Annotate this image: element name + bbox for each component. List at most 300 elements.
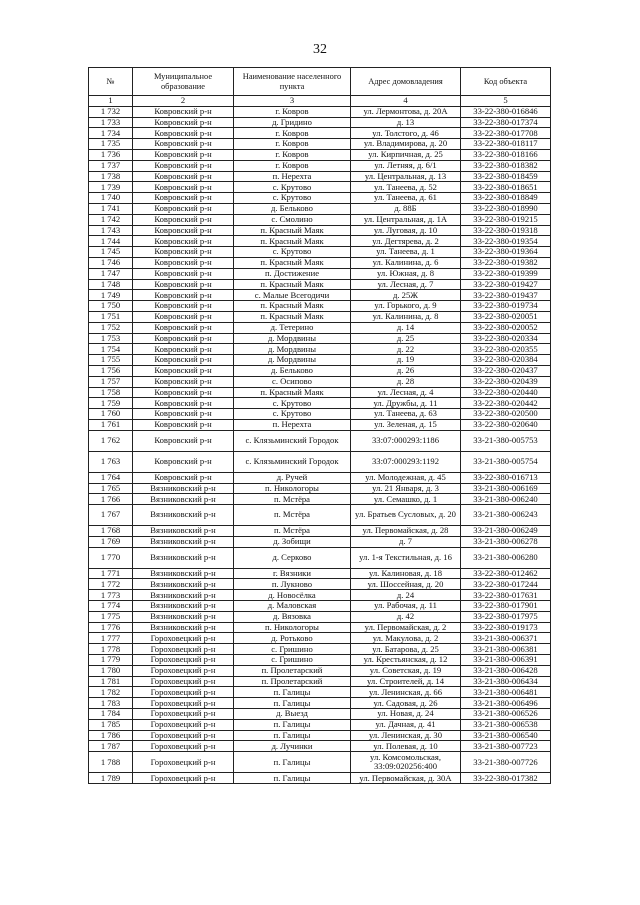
- table-row: [89, 387, 551, 398]
- settlement-cell: г. Вязники: [234, 568, 351, 579]
- address-cell: ул. Танеева, д. 1: [351, 247, 461, 258]
- table-row: [89, 279, 551, 290]
- municipality-cell: Ковровский р-н: [133, 117, 234, 128]
- settlement-cell: г. Ковров: [234, 139, 351, 150]
- settlement-cell: п. Галицы: [234, 752, 351, 773]
- table-row: [89, 579, 551, 590]
- settlement-cell: п. Никологоры: [234, 483, 351, 494]
- row-number-cell: 1 782: [89, 687, 133, 698]
- address-cell: ул. Крестьянская, д. 12: [351, 655, 461, 666]
- address-cell: ул. Молодежная, д. 45: [351, 472, 461, 483]
- address-cell: ул. Калинина, д. 8: [351, 311, 461, 322]
- object-code-cell: 33-22-380-019382: [461, 257, 551, 268]
- table-row: [89, 676, 551, 687]
- table-row: [89, 333, 551, 344]
- column-header-municipality: Муниципальное образование: [133, 68, 234, 96]
- table-row: [89, 622, 551, 633]
- address-cell: ул. Полевая, д. 10: [351, 741, 461, 752]
- object-code-cell: 33-22-380-018849: [461, 193, 551, 204]
- settlement-cell: п. Галицы: [234, 698, 351, 709]
- table-row: [89, 214, 551, 225]
- column-number: 3: [234, 96, 351, 107]
- address-cell: 33:07:000293:1186: [351, 430, 461, 451]
- object-code-cell: 33-21-380-006243: [461, 505, 551, 526]
- settlement-cell: г. Ковров: [234, 106, 351, 117]
- address-cell: ул. Летняя, д. 6/1: [351, 160, 461, 171]
- settlement-cell: п. Мстёра: [234, 505, 351, 526]
- table-row: [89, 236, 551, 247]
- address-cell: д. 24: [351, 590, 461, 601]
- table-row: [89, 698, 551, 709]
- municipality-cell: Ковровский р-н: [133, 344, 234, 355]
- address-cell: ул. Первомайская, д. 30А: [351, 773, 461, 784]
- address-cell: ул. Строителей, д. 14: [351, 676, 461, 687]
- object-code-cell: 33-22-380-017631: [461, 590, 551, 601]
- table-row: [89, 193, 551, 204]
- municipality-cell: Вязниковский р-н: [133, 579, 234, 590]
- object-code-cell: 33-22-380-020384: [461, 355, 551, 366]
- municipality-cell: Ковровский р-н: [133, 149, 234, 160]
- object-code-cell: 33-21-380-006381: [461, 644, 551, 655]
- column-number: 2: [133, 96, 234, 107]
- table-row: [89, 644, 551, 655]
- row-number-cell: 1 771: [89, 568, 133, 579]
- municipality-cell: Гороховецкий р-н: [133, 676, 234, 687]
- page-number: 32: [313, 42, 327, 57]
- municipality-cell: Вязниковский р-н: [133, 494, 234, 505]
- object-code-cell: 33-22-380-017901: [461, 601, 551, 612]
- municipality-cell: Ковровский р-н: [133, 160, 234, 171]
- address-cell: ул. Лермонтова, д. 20А: [351, 106, 461, 117]
- settlement-cell: д. Ротьково: [234, 633, 351, 644]
- row-number-cell: 1 748: [89, 279, 133, 290]
- table-row: [89, 139, 551, 150]
- address-cell: д. 7: [351, 536, 461, 547]
- settlement-cell: д. Гридино: [234, 117, 351, 128]
- address-cell: ул. Кирпичная, д. 25: [351, 149, 461, 160]
- table-row: [89, 344, 551, 355]
- object-code-cell: 33-22-380-018166: [461, 149, 551, 160]
- object-code-cell: 33-22-380-020052: [461, 322, 551, 333]
- table-row: [89, 752, 551, 773]
- municipality-cell: Вязниковский р-н: [133, 611, 234, 622]
- row-number-cell: 1 759: [89, 398, 133, 409]
- municipality-cell: Ковровский р-н: [133, 398, 234, 409]
- object-code-cell: 33-21-380-006391: [461, 655, 551, 666]
- municipality-cell: Вязниковский р-н: [133, 590, 234, 601]
- settlement-cell: с. Малые Всегодичи: [234, 290, 351, 301]
- address-cell: ул. Семашко, д. 1: [351, 494, 461, 505]
- settlement-cell: д. Серково: [234, 547, 351, 568]
- municipality-cell: Ковровский р-н: [133, 225, 234, 236]
- row-number-cell: 1 779: [89, 655, 133, 666]
- address-cell: ул. Первомайская, д. 28: [351, 526, 461, 537]
- row-number-cell: 1 760: [89, 409, 133, 420]
- address-cell: ул. Зеленая, д. 15: [351, 419, 461, 430]
- row-number-cell: 1 743: [89, 225, 133, 236]
- settlement-cell: с. Крутово: [234, 409, 351, 420]
- table-row: [89, 773, 551, 784]
- row-number-cell: 1 735: [89, 139, 133, 150]
- row-number-cell: 1 753: [89, 333, 133, 344]
- row-number-cell: 1 770: [89, 547, 133, 568]
- row-number-cell: 1 765: [89, 483, 133, 494]
- municipality-cell: Ковровский р-н: [133, 171, 234, 182]
- address-cell: ул. Первомайская, д. 2: [351, 622, 461, 633]
- object-code-cell: 33-22-380-017708: [461, 128, 551, 139]
- settlement-cell: д. Вязовка: [234, 611, 351, 622]
- object-code-cell: 33-22-380-020440: [461, 387, 551, 398]
- settlement-cell: д. Новосёлка: [234, 590, 351, 601]
- row-number-cell: 1 776: [89, 622, 133, 633]
- row-number-cell: 1 764: [89, 472, 133, 483]
- table-row: [89, 494, 551, 505]
- municipality-cell: Ковровский р-н: [133, 430, 234, 451]
- municipality-cell: Вязниковский р-н: [133, 483, 234, 494]
- settlement-cell: д. Зобищи: [234, 536, 351, 547]
- table-row: [89, 355, 551, 366]
- row-number-cell: 1 745: [89, 247, 133, 258]
- row-number-cell: 1 783: [89, 698, 133, 709]
- address-cell: ул. 1-я Текстильная, д. 16: [351, 547, 461, 568]
- municipality-cell: Вязниковский р-н: [133, 536, 234, 547]
- municipality-cell: Гороховецкий р-н: [133, 773, 234, 784]
- municipality-cell: Ковровский р-н: [133, 139, 234, 150]
- object-code-cell: 33-21-380-006249: [461, 526, 551, 537]
- table-row: [89, 247, 551, 258]
- row-number-cell: 1 769: [89, 536, 133, 547]
- table-row: [89, 322, 551, 333]
- row-number-cell: 1 767: [89, 505, 133, 526]
- table-row: [89, 257, 551, 268]
- row-number-cell: 1 781: [89, 676, 133, 687]
- object-code-cell: 33-21-380-006538: [461, 719, 551, 730]
- table-row: [89, 268, 551, 279]
- address-cell: ул. Калинина, д. 6: [351, 257, 461, 268]
- object-code-cell: 33-21-380-006169: [461, 483, 551, 494]
- address-cell: д. 14: [351, 322, 461, 333]
- settlement-cell: п. Галицы: [234, 687, 351, 698]
- object-code-cell: 33-22-380-019437: [461, 290, 551, 301]
- object-code-cell: 33-21-380-007723: [461, 741, 551, 752]
- municipality-cell: Ковровский р-н: [133, 182, 234, 193]
- municipality-cell: Ковровский р-н: [133, 257, 234, 268]
- settlement-cell: п. Мстёра: [234, 526, 351, 537]
- table-row: [89, 483, 551, 494]
- address-cell: ул. Калиновая, д. 18: [351, 568, 461, 579]
- address-cell: д. 28: [351, 376, 461, 387]
- address-cell: ул. Дегтярева, д. 2: [351, 236, 461, 247]
- municipality-cell: Гороховецкий р-н: [133, 741, 234, 752]
- settlement-cell: с. Крутово: [234, 247, 351, 258]
- row-number-cell: 1 773: [89, 590, 133, 601]
- municipality-cell: Гороховецкий р-н: [133, 730, 234, 741]
- table-row: [89, 311, 551, 322]
- municipality-cell: Ковровский р-н: [133, 376, 234, 387]
- municipality-cell: Ковровский р-н: [133, 322, 234, 333]
- column-header-settlement: Наименование населенного пункта: [234, 68, 351, 96]
- address-cell: д. 13: [351, 117, 461, 128]
- address-cell: ул. Центральная, д. 1А: [351, 214, 461, 225]
- address-cell: ул. Дачная, д. 41: [351, 719, 461, 730]
- settlement-cell: д. Лучинки: [234, 741, 351, 752]
- settlement-cell: п. Нерехта: [234, 419, 351, 430]
- table-row: [89, 301, 551, 312]
- address-cell: ул. 21 Января, д. 3: [351, 483, 461, 494]
- table-row: [89, 568, 551, 579]
- column-number: 5: [461, 96, 551, 107]
- table-row: [89, 182, 551, 193]
- settlement-cell: с. Смолино: [234, 214, 351, 225]
- settlement-cell: д. Ручей: [234, 472, 351, 483]
- settlement-cell: с. Клязьминский Городок: [234, 451, 351, 472]
- table-row: [89, 633, 551, 644]
- table-row: [89, 106, 551, 117]
- municipality-cell: Ковровский р-н: [133, 268, 234, 279]
- table-row: [89, 687, 551, 698]
- settlement-cell: г. Ковров: [234, 149, 351, 160]
- row-number-cell: 1 734: [89, 128, 133, 139]
- object-code-cell: 33-22-380-019318: [461, 225, 551, 236]
- object-code-cell: 33-22-380-020500: [461, 409, 551, 420]
- object-code-cell: 33-22-380-020355: [461, 344, 551, 355]
- row-number-cell: 1 746: [89, 257, 133, 268]
- address-cell: д. 19: [351, 355, 461, 366]
- table-row: [89, 709, 551, 720]
- object-code-cell: 33-22-380-019173: [461, 622, 551, 633]
- object-code-cell: 33-21-380-006428: [461, 665, 551, 676]
- row-number-cell: 1 754: [89, 344, 133, 355]
- table-row: [89, 365, 551, 376]
- table-row: [89, 225, 551, 236]
- settlement-cell: п. Лукново: [234, 579, 351, 590]
- object-code-cell: 33-21-380-006280: [461, 547, 551, 568]
- object-code-cell: 33-22-380-018990: [461, 203, 551, 214]
- column-number: 4: [351, 96, 461, 107]
- object-code-cell: 33-21-380-006240: [461, 494, 551, 505]
- address-cell: ул. Дружбы, д. 11: [351, 398, 461, 409]
- header-row: [89, 68, 551, 96]
- column-number: 1: [89, 96, 133, 107]
- municipality-cell: Гороховецкий р-н: [133, 709, 234, 720]
- object-code-cell: 33-22-380-017244: [461, 579, 551, 590]
- table-row: [89, 611, 551, 622]
- object-code-cell: 33-22-380-019399: [461, 268, 551, 279]
- object-code-cell: 33-22-380-019364: [461, 247, 551, 258]
- table-row: [89, 171, 551, 182]
- municipality-cell: Ковровский р-н: [133, 236, 234, 247]
- address-cell: ул. Центральная, д. 13: [351, 171, 461, 182]
- row-number-cell: 1 732: [89, 106, 133, 117]
- row-number-cell: 1 740: [89, 193, 133, 204]
- address-cell: ул. Шоссейная, д. 20: [351, 579, 461, 590]
- municipality-cell: Ковровский р-н: [133, 203, 234, 214]
- settlement-cell: п. Никологоры: [234, 622, 351, 633]
- settlement-cell: п. Красный Маяк: [234, 236, 351, 247]
- object-code-cell: 33-22-380-018382: [461, 160, 551, 171]
- municipality-cell: Ковровский р-н: [133, 311, 234, 322]
- object-code-cell: 33-22-380-017975: [461, 611, 551, 622]
- table-row: [89, 451, 551, 472]
- address-cell: 33:07:000293:1192: [351, 451, 461, 472]
- municipality-cell: Ковровский р-н: [133, 128, 234, 139]
- table-row: [89, 472, 551, 483]
- row-number-cell: 1 766: [89, 494, 133, 505]
- table-row: [89, 128, 551, 139]
- object-code-cell: 33-21-380-006278: [461, 536, 551, 547]
- settlement-cell: д. Бельково: [234, 203, 351, 214]
- object-code-cell: 33-21-380-006434: [461, 676, 551, 687]
- settlement-cell: г. Ковров: [234, 160, 351, 171]
- settlement-cell: с. Крутово: [234, 193, 351, 204]
- municipality-cell: Ковровский р-н: [133, 365, 234, 376]
- table-row: [89, 526, 551, 537]
- table-row: [89, 430, 551, 451]
- row-number-cell: 1 758: [89, 387, 133, 398]
- municipality-cell: Ковровский р-н: [133, 409, 234, 420]
- object-code-cell: 33-22-380-020334: [461, 333, 551, 344]
- settlement-cell: п. Достижение: [234, 268, 351, 279]
- address-cell: ул. Садовая, д. 26: [351, 698, 461, 709]
- row-number-cell: 1 775: [89, 611, 133, 622]
- object-code-cell: 33-21-380-006371: [461, 633, 551, 644]
- registry-table: [88, 67, 551, 784]
- municipality-cell: Гороховецкий р-н: [133, 719, 234, 730]
- settlement-cell: с. Крутово: [234, 398, 351, 409]
- address-cell: ул. Макулова, д. 2: [351, 633, 461, 644]
- row-number-cell: 1 768: [89, 526, 133, 537]
- row-number-cell: 1 741: [89, 203, 133, 214]
- address-cell: д. 22: [351, 344, 461, 355]
- object-code-cell: 33-21-380-006481: [461, 687, 551, 698]
- address-cell: ул. Лесная, д. 7: [351, 279, 461, 290]
- settlement-cell: п. Пролетарский: [234, 676, 351, 687]
- address-cell: ул. Владимирова, д. 20: [351, 139, 461, 150]
- object-code-cell: 33-22-380-019734: [461, 301, 551, 312]
- column-header-number: №: [89, 68, 133, 96]
- settlement-cell: д. Маловская: [234, 601, 351, 612]
- row-number-cell: 1 785: [89, 719, 133, 730]
- table-row: [89, 203, 551, 214]
- municipality-cell: Гороховецкий р-н: [133, 752, 234, 773]
- municipality-cell: Гороховецкий р-н: [133, 633, 234, 644]
- settlement-cell: г. Ковров: [234, 128, 351, 139]
- settlement-cell: п. Пролетарский: [234, 665, 351, 676]
- table-body: [89, 106, 551, 783]
- settlement-cell: п. Красный Маяк: [234, 301, 351, 312]
- object-code-cell: 33-21-380-007726: [461, 752, 551, 773]
- object-code-cell: 33-21-380-005753: [461, 430, 551, 451]
- row-number-cell: 1 747: [89, 268, 133, 279]
- address-cell: д. 26: [351, 365, 461, 376]
- settlement-cell: д. Мордвины: [234, 344, 351, 355]
- municipality-cell: Ковровский р-н: [133, 290, 234, 301]
- object-code-cell: 33-22-380-018117: [461, 139, 551, 150]
- address-cell: ул. Лесная, д. 4: [351, 387, 461, 398]
- row-number-cell: 1 742: [89, 214, 133, 225]
- table-row: [89, 398, 551, 409]
- object-code-cell: 33-21-380-005754: [461, 451, 551, 472]
- settlement-cell: п. Красный Маяк: [234, 311, 351, 322]
- row-number-cell: 1 787: [89, 741, 133, 752]
- municipality-cell: Ковровский р-н: [133, 472, 234, 483]
- settlement-cell: п. Красный Маяк: [234, 387, 351, 398]
- municipality-cell: Гороховецкий р-н: [133, 665, 234, 676]
- table-row: [89, 290, 551, 301]
- row-number-cell: 1 762: [89, 430, 133, 451]
- table-row: [89, 590, 551, 601]
- row-number-cell: 1 761: [89, 419, 133, 430]
- settlement-cell: п. Мстёра: [234, 494, 351, 505]
- table-row: [89, 730, 551, 741]
- row-number-cell: 1 749: [89, 290, 133, 301]
- table-row: [89, 149, 551, 160]
- settlement-cell: д. Мордвины: [234, 333, 351, 344]
- address-cell: д. 25: [351, 333, 461, 344]
- municipality-cell: Ковровский р-н: [133, 247, 234, 258]
- municipality-cell: Вязниковский р-н: [133, 622, 234, 633]
- row-number-cell: 1 772: [89, 579, 133, 590]
- object-code-cell: 33-22-380-020051: [461, 311, 551, 322]
- municipality-cell: Гороховецкий р-н: [133, 644, 234, 655]
- object-code-cell: 33-22-380-019427: [461, 279, 551, 290]
- address-cell: ул. Батарова, д. 25: [351, 644, 461, 655]
- object-code-cell: 33-22-380-019354: [461, 236, 551, 247]
- row-number-cell: 1 752: [89, 322, 133, 333]
- municipality-cell: Ковровский р-н: [133, 106, 234, 117]
- municipality-cell: Вязниковский р-н: [133, 547, 234, 568]
- row-number-cell: 1 751: [89, 311, 133, 322]
- object-code-cell: 33-22-380-012462: [461, 568, 551, 579]
- table-row: [89, 505, 551, 526]
- table-row: [89, 409, 551, 420]
- municipality-cell: Вязниковский р-н: [133, 568, 234, 579]
- municipality-cell: Ковровский р-н: [133, 387, 234, 398]
- settlement-cell: д. Тетерино: [234, 322, 351, 333]
- table-row: [89, 719, 551, 730]
- municipality-cell: Вязниковский р-н: [133, 526, 234, 537]
- object-code-cell: 33-22-380-018459: [461, 171, 551, 182]
- object-code-cell: 33-22-380-017374: [461, 117, 551, 128]
- address-cell: д. 42: [351, 611, 461, 622]
- row-number-cell: 1 788: [89, 752, 133, 773]
- municipality-cell: Ковровский р-н: [133, 333, 234, 344]
- settlement-cell: с. Гришино: [234, 644, 351, 655]
- row-number-cell: 1 737: [89, 160, 133, 171]
- row-number-cell: 1 733: [89, 117, 133, 128]
- row-number-cell: 1 739: [89, 182, 133, 193]
- table-row: [89, 536, 551, 547]
- address-cell: ул. Советская, д. 19: [351, 665, 461, 676]
- address-cell: д. 25Ж: [351, 290, 461, 301]
- address-cell: д. 88Б: [351, 203, 461, 214]
- settlement-cell: п. Галицы: [234, 719, 351, 730]
- municipality-cell: Ковровский р-н: [133, 301, 234, 312]
- municipality-cell: Ковровский р-н: [133, 193, 234, 204]
- row-number-cell: 1 774: [89, 601, 133, 612]
- row-number-cell: 1 763: [89, 451, 133, 472]
- object-code-cell: 33-22-380-020442: [461, 398, 551, 409]
- municipality-cell: Ковровский р-н: [133, 451, 234, 472]
- municipality-cell: Гороховецкий р-н: [133, 698, 234, 709]
- column-header-object-code: Код объекта: [461, 68, 551, 96]
- municipality-cell: Ковровский р-н: [133, 279, 234, 290]
- address-cell: ул. Ленинская, д. 30: [351, 730, 461, 741]
- settlement-cell: д. Выезд: [234, 709, 351, 720]
- table-row: [89, 741, 551, 752]
- row-number-cell: 1 756: [89, 365, 133, 376]
- table-row: [89, 117, 551, 128]
